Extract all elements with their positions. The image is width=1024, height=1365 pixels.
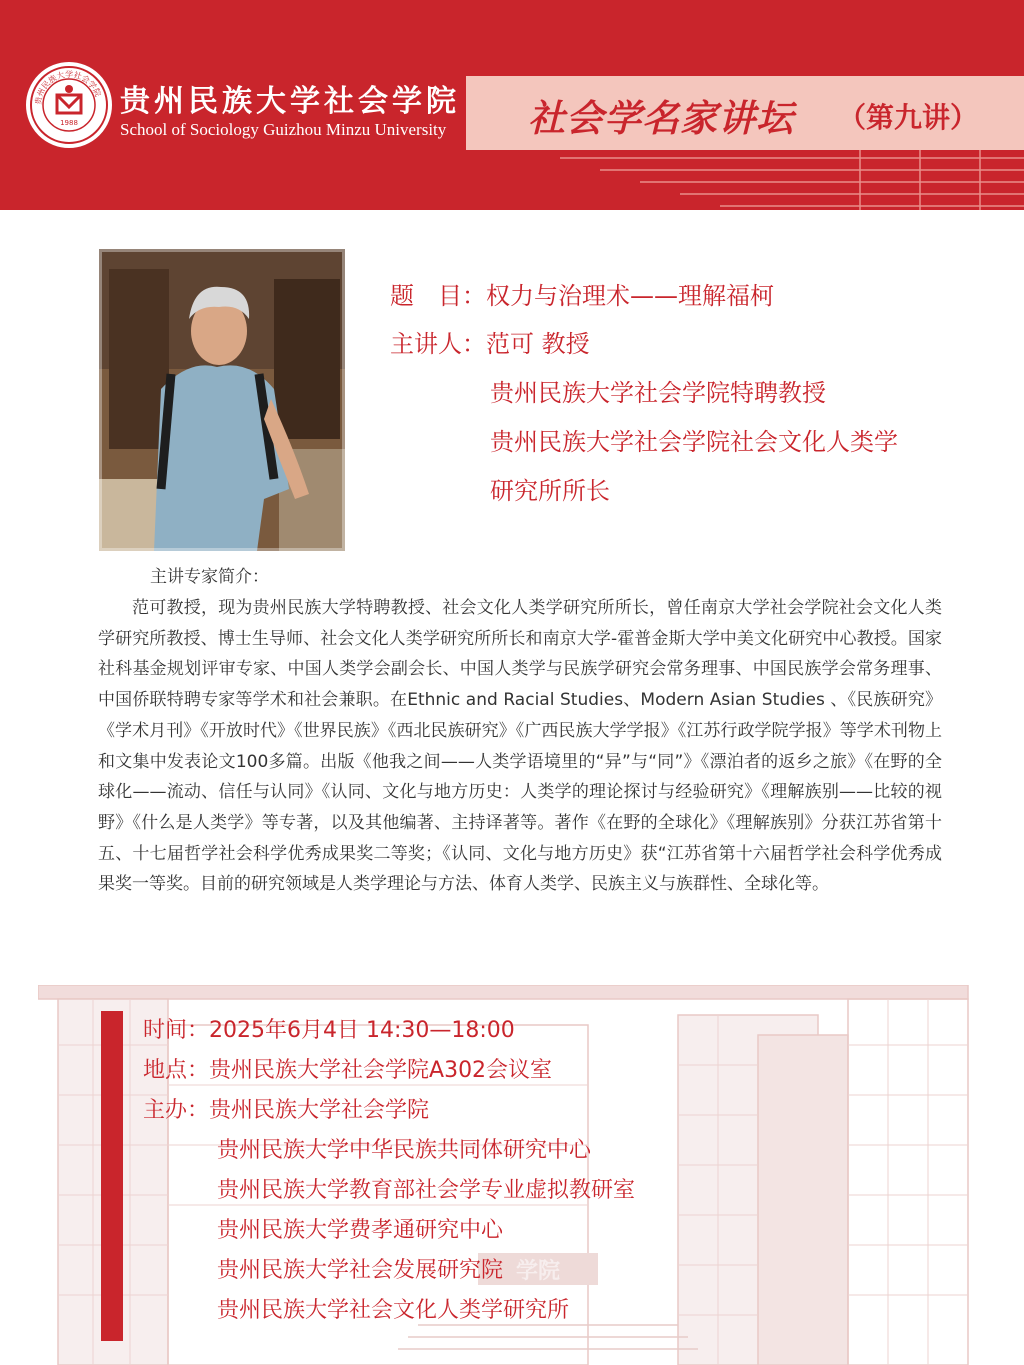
speaker-label: 主讲人： bbox=[390, 330, 486, 358]
host-label: 主办： bbox=[143, 1098, 210, 1123]
event-host bbox=[143, 1097, 429, 1125]
lecture-speaker bbox=[390, 329, 590, 359]
speaker-title-2: 贵州民族大学社会学院社会文化人类学 bbox=[490, 428, 898, 456]
host-value-4: 贵州民族大学费孝通研究中心 bbox=[217, 1218, 504, 1243]
speaker-title-1: 贵州民族大学社会学院特聘教授 bbox=[490, 379, 826, 407]
host-value-3: 贵州民族大学教育部社会学专业虚拟教研室 bbox=[217, 1178, 636, 1203]
speaker-photo-icon bbox=[99, 249, 345, 551]
topic-label: 题 目： bbox=[390, 282, 486, 310]
time-label: 时间： bbox=[143, 1018, 210, 1043]
seal-year: 1988 bbox=[60, 119, 78, 127]
place-value: 贵州民族大学社会学院A302会议室 bbox=[209, 1058, 553, 1083]
event-accent-bar bbox=[101, 1011, 123, 1341]
bio-text: 范可教授，现为贵州民族大学特聘教授、社会文化人类学研究所所长，曾任南京大学社会学院社会文化人类学研究所教授、博士生导师、社会文化人类学研究所所长和南京大学-霍普金斯大学中美文化研究中心教授。国家社科基金规划评审专家、中国人类学会副会长、中国人类学与民族学研究会常务理事、中国民族学会常务理事、中国侨联特聘专家等学术和社会兼职。在Ethnic and Racial Studies、Modern Asian Studies 、《民族研究》《学术月刊》《开放时代》《世界民族》《西北民族研究》《广西民族大学学报》《江苏行政学院学报》等学术刊物上和文集中发表论文100多篇。出版《他我之间——人类学语境里的“异”与“同”》《漂泊者的返乡之旅》《在野的全球化——流动、信任与认同》《认同、文化与地方历史：人类学的理论探讨与经验研究》《理解族别——比较的视野》《什么是人类学》等专著，以及其他编著、主持译著等。著作《在野的全球化》《理解族别》分获江苏省第十五、十七届哲学社会科学优秀成果奖二等奖；《认同、文化与地方历史》获“江苏省第十六届哲学社会科学优秀成果奖一等奖。目前的研究领域是人类学理论与方法、体育人类学、民族主义与族群性、全球化等。 bbox=[98, 598, 942, 895]
topic-value: 权力与治理术——理解福柯 bbox=[486, 282, 774, 310]
forum-session: （第九讲） bbox=[838, 101, 979, 134]
seal-text: 贵州民族大学社会学院 bbox=[33, 69, 103, 106]
building-sign: 学院 bbox=[515, 1259, 561, 1284]
host-value-5: 贵州民族大学社会发展研究院 bbox=[217, 1258, 504, 1283]
university-seal-icon bbox=[26, 62, 112, 148]
host-value-6: 贵州民族大学社会文化人类学研究所 bbox=[217, 1298, 570, 1323]
header-banner bbox=[0, 0, 1024, 210]
bio-heading: 主讲专家简介： bbox=[150, 567, 269, 587]
lecture-topic bbox=[390, 281, 774, 311]
place-label: 地点： bbox=[143, 1058, 210, 1083]
speaker-value: 范可 教授 bbox=[486, 330, 590, 358]
event-time bbox=[143, 1017, 515, 1045]
school-name-english: School of Sociology Guizhou Minzu University bbox=[120, 120, 447, 139]
forum-title: 社会学名家讲坛 bbox=[528, 96, 794, 140]
host-value-2: 贵州民族大学中华民族共同体研究中心 bbox=[217, 1138, 592, 1163]
event-place bbox=[143, 1057, 552, 1085]
time-value: 2025年6月4日 14:30—18:00 bbox=[209, 1018, 515, 1043]
speaker-title-3: 研究所所长 bbox=[490, 477, 610, 505]
host-value-1: 贵州民族大学社会学院 bbox=[209, 1098, 430, 1123]
school-name-chinese: 贵州民族大学社会学院 bbox=[120, 84, 460, 119]
auditorium-lines-icon bbox=[560, 150, 1024, 210]
